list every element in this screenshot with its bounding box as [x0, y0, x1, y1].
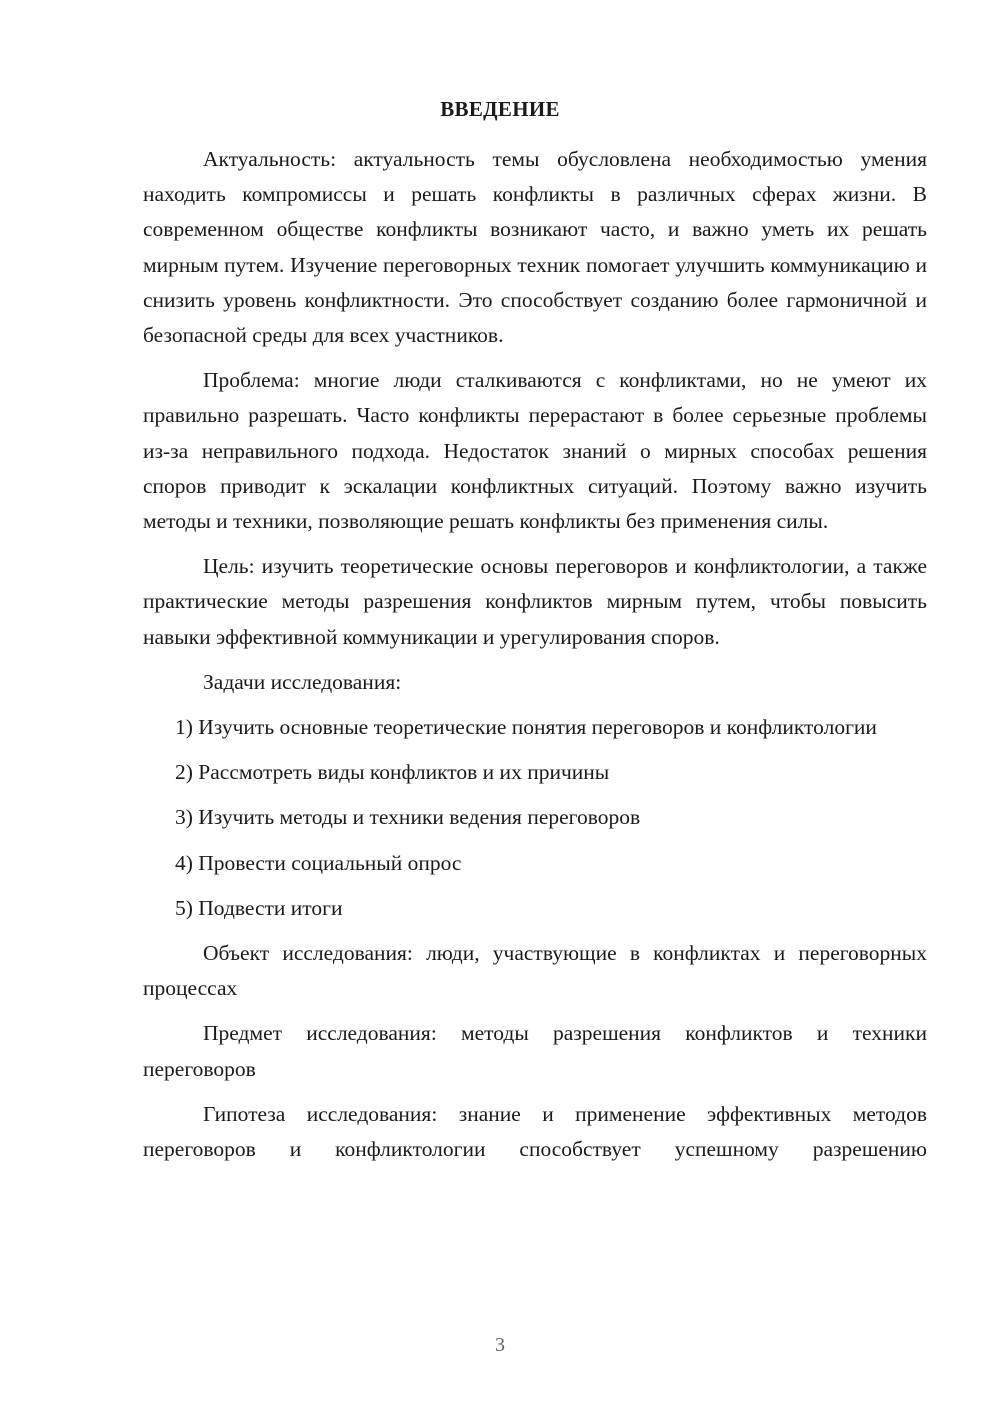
paragraph-problem: Проблема: многие люди сталкиваются с конфликтами, но не умеют их правильно разрешать. Часто конфликты перерастают в более серьезные проблемы из-за неправильного подхода. Недостаток знаний о мирных способах решения споров приводит к эскалации конфликтных ситуаций. Поэтому важно изучить методы и техники, позволяющие решать конфликты без применения силы.: [143, 368, 927, 534]
document-body: [143, 142, 927, 1177]
paragraph-relevance: Актуальность: актуальность темы обусловлена необходимостью умения находить компромиссы и решать конфликты в различных сферах жизни. В современном обществе конфликты возникают часто, и важно уметь их решать мирным путем. Изучение переговорных техник помогает улучшить коммуникацию и снизить уровень конфликтности. Это способствует созданию более гармоничной и безопасной среды для всех участников.: [143, 147, 927, 348]
task-item-3: 3) Изучить методы и техники ведения переговоров: [175, 805, 641, 830]
page-title: ВВЕДЕНИЕ: [440, 97, 560, 121]
paragraph-object: Объект исследования: люди, участвующие в конфликтах и переговорных процессах: [143, 941, 927, 1001]
task-item-2: 2) Рассмотреть виды конфликтов и их причины: [175, 760, 610, 785]
task-item-4: 4) Провести социальный опрос: [175, 850, 462, 875]
task-item-5: 5) Подвести итоги: [175, 895, 343, 920]
page-number: 3: [495, 1334, 505, 1356]
paragraph-goal: Цель: изучить теоретические основы переговоров и конфликтологии, а также практические методы разрешения конфликтов мирным путем, чтобы повысить навыки эффективной коммуникации и урегулирования споров.: [143, 554, 927, 649]
paragraph-subject: Предмет исследования: методы разрешения конфликтов и техники переговоров: [143, 1021, 927, 1081]
paragraph-hypothesis: Гипотеза исследования: знание и применение эффективных методов переговоров и конфликтологии способствует успешному разрешению: [143, 1101, 927, 1162]
tasks-heading: Задачи исследования:: [203, 669, 402, 694]
task-item-1: 1) Изучить основные теоретические понятия переговоров и конфликтологии: [175, 715, 877, 740]
